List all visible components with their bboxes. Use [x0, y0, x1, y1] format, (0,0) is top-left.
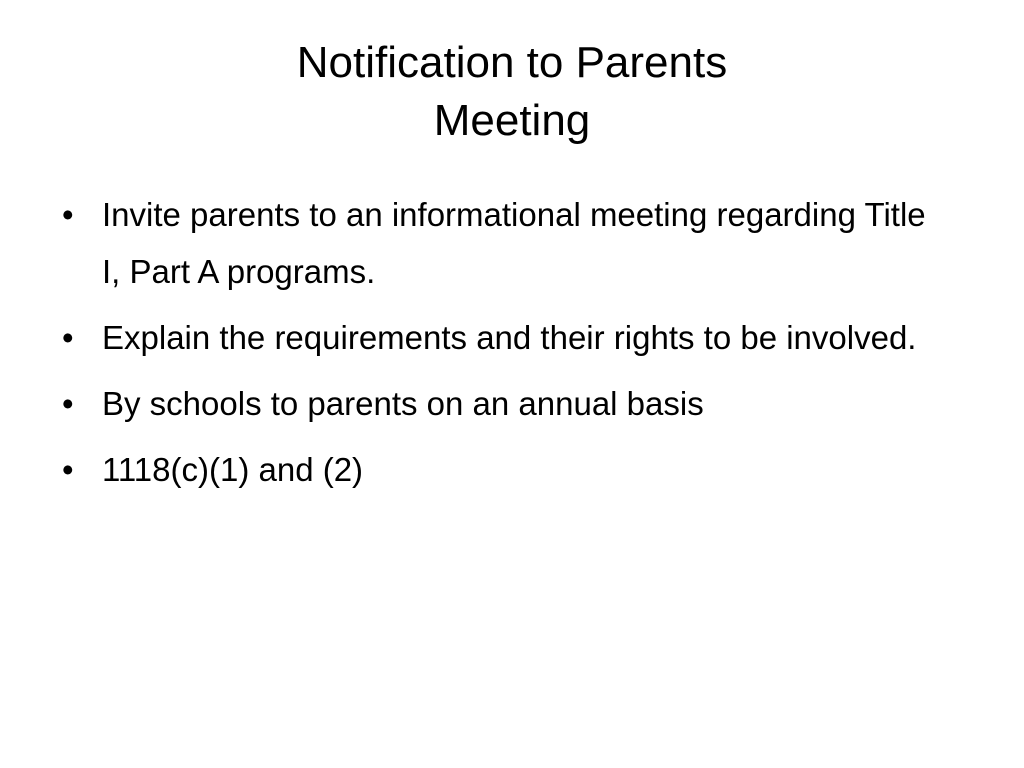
- bullet-text: By schools to parents on an annual basis: [102, 385, 704, 422]
- bullet-icon: •: [62, 451, 74, 488]
- bullet-list: [62, 186, 942, 507]
- title-line-2: Meeting: [433, 96, 591, 145]
- title-line-1: Notification to Parents: [296, 38, 728, 87]
- bullet-icon: •: [62, 319, 74, 356]
- bullet-item: [62, 309, 942, 366]
- bullet-icon: •: [62, 196, 74, 233]
- bullet-text: Explain the requirements and their rights to be involved.: [102, 319, 917, 356]
- bullet-text: Invite parents to an informational meeting regarding Title I, Part A programs.: [102, 196, 926, 290]
- bullet-item: [62, 186, 942, 300]
- bullet-icon: •: [62, 385, 74, 422]
- slide-title: [60, 34, 964, 150]
- bullet-item: [62, 441, 942, 498]
- bullet-item: [62, 375, 942, 432]
- bullet-text: 1118(c)(1) and (2): [102, 451, 364, 488]
